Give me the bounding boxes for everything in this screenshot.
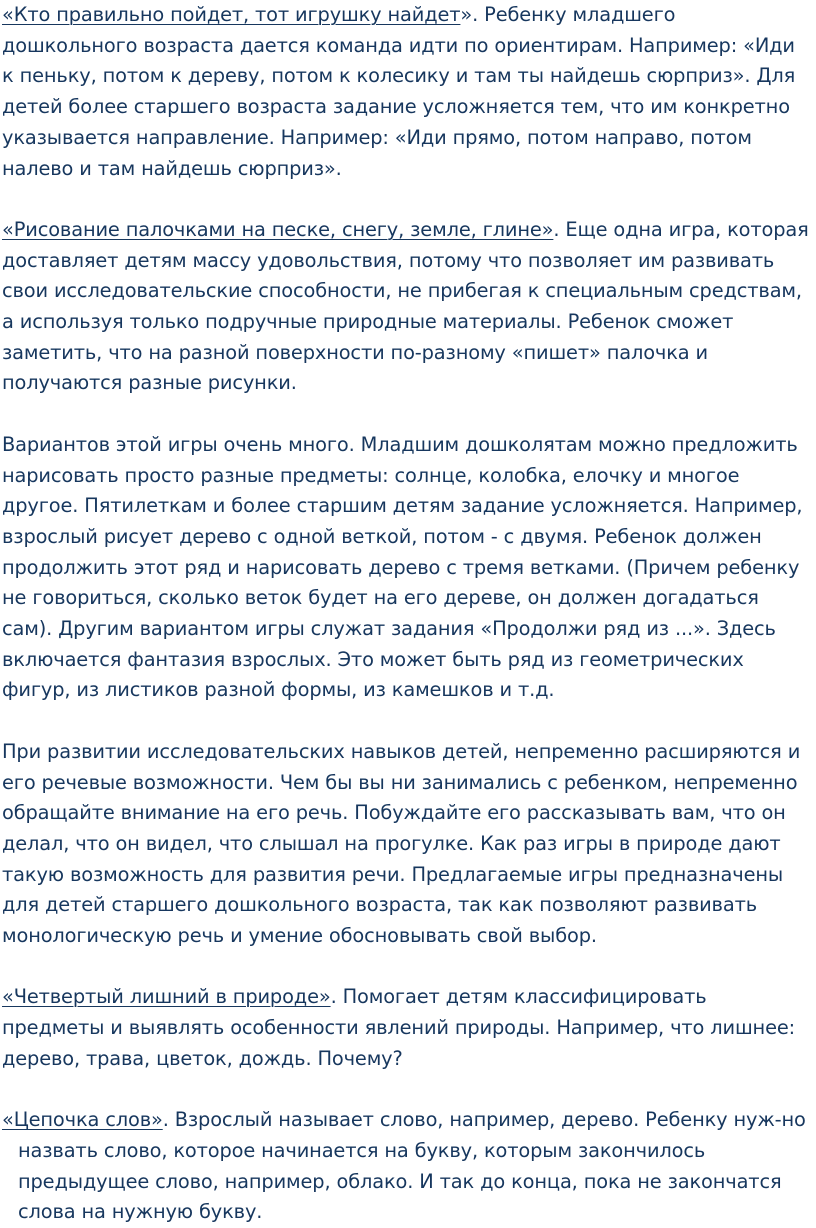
- paragraph-find-toy-game: [2, 0, 812, 184]
- paragraph-text: . Помогает детям классифицировать предметы и выявлять особенности явлений природы. Например, что лишнее: дерево, трава, цветок, дождь. Почему?: [2, 985, 796, 1070]
- paragraph-text: ». Ребенку младшего дошкольного возраста дается команда идти по ориентирам. Например: «Иди к пеньку, потом к дереву, потом к колесику и там ты найдешь сюрприз». Для детей более старшего возраста задание усложняется тем, что им конкретно указывается направление. Например: «Иди прямо, потом направо, потом налево и там найдешь сюрприз».: [2, 3, 796, 180]
- game-title-find-toy: «Кто правильно пойдет, тот игрушку найдет: [2, 3, 461, 26]
- game-title-stick-drawing: «Рисование палочками на песке, снегу, земле, глине»: [2, 217, 554, 241]
- paragraph-text: Вариантов этой игры очень много. Младшим дошколятам можно предложить нарисовать просто разные предметы: солнце, колобка, елочку и многое другое. Пятилеткам и более старшим детям задание усложняется. Например, взрослый рисует дерево с одной веткой, потом - с двумя. Ребенок должен продолжить этот ряд и нарисовать дерево с тремя ветками. (Причем ребенку не говориться, сколько веток будет на его дереве, он должен догадаться сам). Другим вариантом игры служат задания «Продолжи ряд из ...». Здесь включается фантазия взрослых. Это может быть ряд из геометрических фигур, из листиков разной формы, из камешков и т.д.: [2, 432, 803, 702]
- paragraph-stick-drawing-game: [2, 215, 812, 399]
- paragraph-speech-development: [2, 737, 812, 952]
- paragraph-text: . Еще одна игра, которая доставляет детям массу удовольствия, потому что позволяет им развивать свои исследовательские способности, не прибегая к специальным средствам, а используя только подручные природные материалы. Ребенок сможет заметить, что на разной поверхности по-разному «пишет» палочка и получаются разные рисунки.: [2, 217, 809, 395]
- game-title-word-chain: «Цепочка слов»: [2, 1108, 163, 1132]
- paragraph-fourth-odd-game: [2, 982, 812, 1074]
- paragraph-word-chain-game: [2, 1105, 812, 1228]
- game-title-fourth-odd: «Четвертый лишний в природе»: [2, 985, 331, 1009]
- paragraph-game-variants: [2, 430, 812, 706]
- paragraph-text: . Взрослый называет слово, например, дерево. Ребенку нуж-но назвать слово, которое начинается на букву, которым закончилось предыдущее слово, например, облако. И так до конца, пока не закончатся слова на нужную букву.: [18, 1108, 806, 1224]
- paragraph-text: При развитии исследовательских навыков детей, непременно расширяются и его речевые возможности. Чем бы вы ни занимались с ребенком, непременно обращайте внимание на его речь. Побуждайте его рассказывать вам, что он делал, что он видел, что слышал на прогулке. Как раз игры в природе дают такую возможность для развития речи. Предлагаемые игры предназначены для детей старшего дошкольного возраста, так как позволяют развивать монологическую речь и умение обосновывать свой выбор.: [2, 739, 801, 948]
